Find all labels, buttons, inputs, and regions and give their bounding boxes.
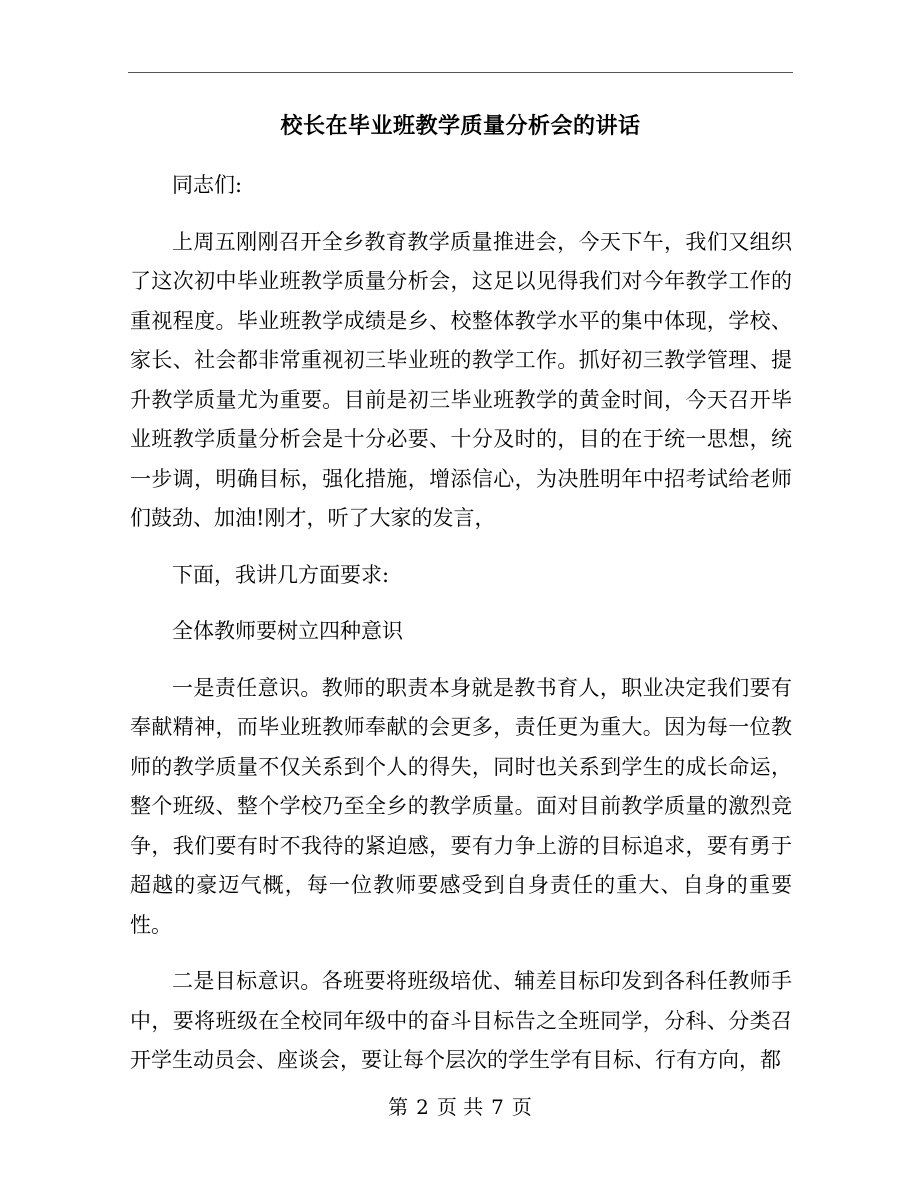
paragraph-greeting: 同志们: [172, 173, 243, 197]
page-footer [0, 1092, 920, 1122]
footer-prefix: 第 [388, 1095, 409, 1119]
paragraph-goal: 二是目标意识。各班要将班级培优、辅差目标印发到各科任教师手中，要将班级在全校同年级中的奋斗目标告之全班同学，分科、分类召开学生动员会、座谈会，要让每个层次的学生学有目标、行有方向，都 [130, 969, 792, 1072]
footer-total-pages: 7 [491, 1095, 504, 1119]
document-body [130, 166, 792, 1098]
footer-middle: 页 共 [436, 1095, 484, 1119]
paragraph-intro: 上周五刚刚召开全乡教育教学质量推进会，今天下午，我们又组织了这次初中毕业班教学质量分析会，这足以见得我们对今年教学工作的重视程度。毕业班教学成绩是乡、校整体教学水平的集中体现，学校、家长、社会都非常重视初三毕业班的教学工作。抓好初三教学管理、提升教学质量尤为重要。目前是初三毕业班教学的黄金时间，今天召开毕业班教学质量分析会是十分必要、十分及时的，目的在于统一思想，统一步调，明确目标，强化措施，增添信心，为决胜明年中招考试给老师们鼓劲、加油!刚才，听了大家的发言， [130, 229, 792, 530]
footer-suffix: 页 [511, 1095, 532, 1119]
document-title: 校长在毕业班教学质量分析会的讲话 [280, 113, 641, 139]
footer-current-page: 2 [416, 1095, 429, 1119]
paragraph-responsibility: 一是责任意识。教师的职责本身就是教书育人，职业决定我们要有奉献精神，而毕业班教师奉献的会更多，责任更为重大。因为每一位教师的教学质量不仅关系到个人的得失，同时也关系到学生的成长命运，整个班级、整个学校乃至全乡的教学质量。面对目前教学质量的激烈竞争，我们要有时不我待的紧迫感，要有力争上游的目标追求，要有勇于超越的豪迈气概，每一位教师要感受到自身责任的重大、自身的重要性。 [130, 675, 792, 937]
section-heading: 全体教师要树立四种意识 [172, 619, 403, 643]
paragraph-requirements: 下面，我讲几方面要求: [172, 562, 390, 587]
header-rule [128, 72, 793, 73]
